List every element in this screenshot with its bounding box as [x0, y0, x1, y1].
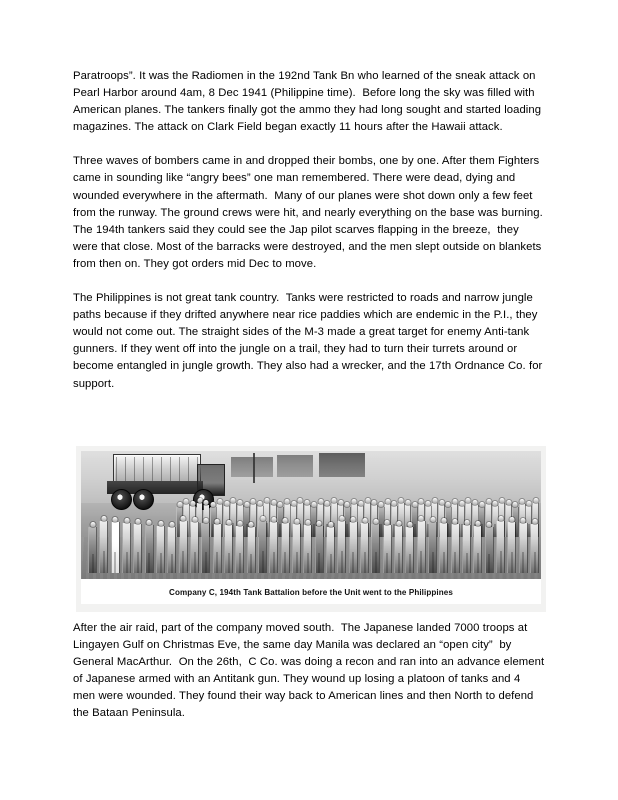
document-body: [73, 68, 545, 393]
soldier-figure: [338, 521, 345, 573]
background-vehicle: [319, 453, 365, 477]
soldier-figure: [282, 523, 289, 573]
soldier-figure: [134, 524, 141, 573]
background-pole: [253, 453, 255, 483]
soldier-figure: [429, 522, 436, 573]
background-tent-1: [231, 457, 273, 477]
soldier-figure: [89, 527, 96, 573]
document-body-after: [73, 620, 548, 723]
soldier-figure: [248, 527, 255, 573]
soldier-figure: [112, 522, 119, 573]
soldier-figure: [304, 525, 311, 573]
soldier-figure: [520, 523, 527, 573]
photo-figure: [76, 446, 546, 612]
soldier-figure: [100, 521, 107, 573]
soldier-figure: [146, 525, 153, 573]
soldier-figure: [123, 523, 130, 573]
soldier-figure: [293, 524, 300, 573]
soldier-figure: [361, 523, 368, 573]
soldier-figure: [259, 521, 266, 573]
soldier-figure: [497, 521, 504, 573]
paragraph-3: The Philippines is not great tank country. Tanks were restricted to roads and narrow jungle paths because if they drifted anywhere near rice paddies which are endemic in the P.I., they would not come out. The straight sides of the M-3 made a great target for enemy Anti-tank gunners. If they went off into the jungle on a trail, they had to turn their turrets around or become entangled in jungle growth. They also had a wrecker, and the 17th Ordnance Co. for support.: [73, 292, 546, 390]
soldier-figure: [463, 525, 470, 573]
soldier-figure: [270, 522, 277, 573]
soldier-figure: [236, 526, 243, 573]
figure-frame-bottom: [76, 604, 546, 612]
paragraph-4: After the air raid, part of the company moved south. The Japanese landed 7000 troops at Lingayen Gulf on Christmas Eve, the same day Manila was declared an “open city” by General MacArthur. On the 26th, C Co. was doing a recon and ran into an advance element of Japanese armed with an Antitank gun. They wound up losing a platoon of tanks and 4 men were wounded. They found their way back to American lines and then North to defend the Bataan Peninsula.: [73, 622, 548, 720]
soldier-figure: [157, 526, 164, 573]
paragraph-1: Paratroops”. It was the Radiomen in the 192nd Tank Bn who learned of the sneak attack on Pearl Harbor around 4am, 8 Dec 1941 (Philippine time). Before long the sky was filled with American planes. The tankers finally got the ammo they had long sought and started loading magazines. The attack on Clark Field began exactly 11 hours after the Hawaii attack.: [73, 70, 545, 134]
soldier-figure: [531, 524, 538, 573]
soldier-figure: [202, 523, 209, 573]
soldier-figure: [180, 521, 187, 573]
photo-caption: Company C, 194th Tank Battalion before the Unit went to the Philippines: [169, 587, 453, 597]
soldier-figure: [418, 521, 425, 573]
soldier-rank-front: [81, 513, 541, 573]
soldier-figure: [372, 524, 379, 573]
soldier-figure: [168, 527, 175, 573]
soldier-figure: [350, 522, 357, 573]
soldier-figure: [214, 524, 221, 573]
soldier-figure: [316, 526, 323, 573]
background-tent-2: [277, 455, 313, 477]
soldier-figure: [474, 526, 481, 573]
soldier-figure: [406, 527, 413, 573]
soldier-figure: [452, 524, 459, 573]
historical-photograph: [81, 451, 541, 579]
soldier-figure: [191, 522, 198, 573]
soldier-figure: [327, 527, 334, 573]
paragraph-2: Three waves of bombers came in and dropped their bombs, one by one. After them Fighters came in sounding like “angry bees” one man remembered. There were dead, dying and wounded everywhere in the aftermath. Many of our planes were shot down only a few feet from the runway. The ground crews were hit, and nearly everything on the base was burning. The 194th tankers said they could see the Jap pilot scarves flapping in the breeze, they were that close. Most of the barracks were destroyed, and the men slept outside on blankets from then on. They got orders mid Dec to move.: [73, 155, 546, 270]
soldier-figure: [384, 525, 391, 573]
soldier-figure: [395, 526, 402, 573]
soldier-figure: [486, 527, 493, 573]
caption-band: [81, 579, 541, 604]
soldier-figure: [225, 525, 232, 573]
soldier-figure: [508, 522, 515, 573]
soldier-figure: [440, 523, 447, 573]
